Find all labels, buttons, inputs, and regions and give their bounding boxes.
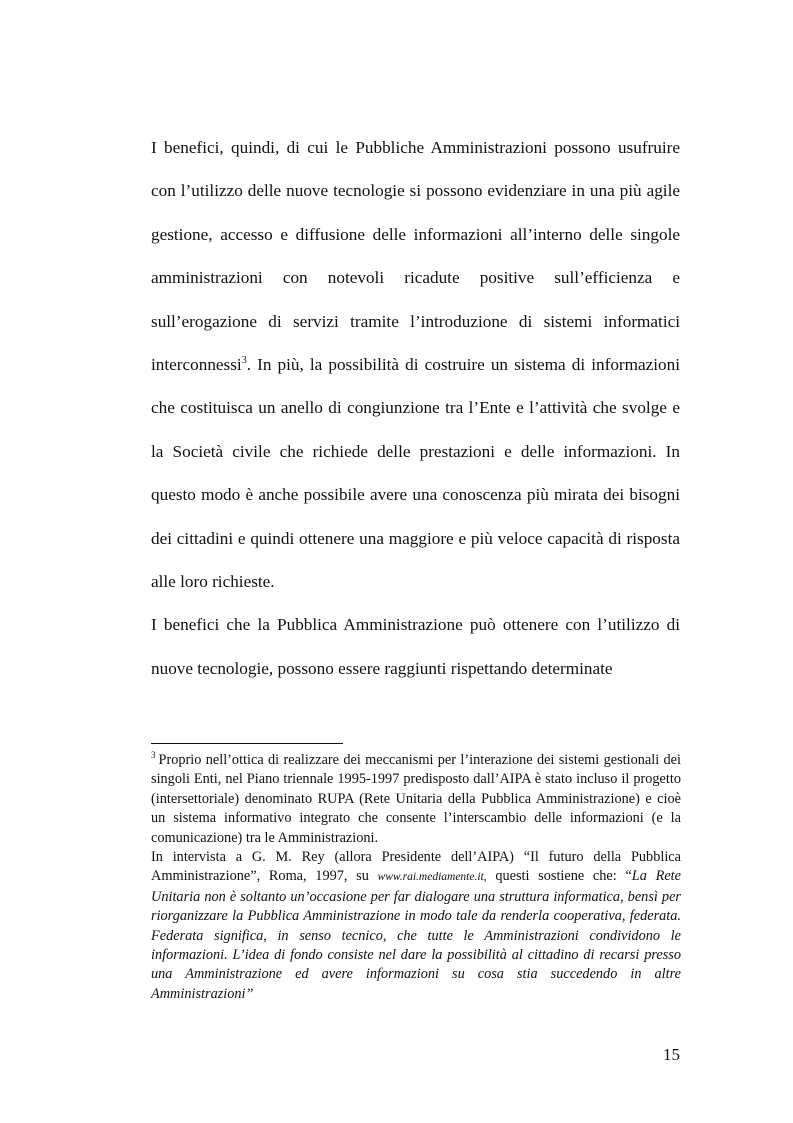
paragraph-1-text-a: I benefici, quindi, di cui le Pubbliche Amministrazioni possono usufruire con l’utilizzo delle nuove tecnologie si possono evidenziare in una più agile gestione, accesso e diffusione delle informazioni all’interno delle singole amministrazioni con notevoli ricadute positive sull’efficienza e sull’erogazione di servizi tramite l’introduzione di sistemi informatici interconnessi (151, 138, 680, 375)
footnote-reference[interactable]: 3 (241, 355, 247, 367)
footnote-text-1: Proprio nell’ottica di realizzare dei meccanismi per l’interazione dei sistemi gestionali dei singoli Enti, nel Piano triennale 1995-1997 predisposto dall’AIPA è stato incluso il progetto (intersettoriale) denominato RUPA (Rete Unitaria della Pubblica Amministrazione) e cioè un sistema informativo integrato che consente l’interscambio delle informazioni (e la comunicazione) tra le Amministrazioni. (151, 752, 681, 846)
footnote-text-2a: In intervista a G. M. Rey (allora Presidente dell’AIPA) “Il futuro della Pubblica Amministrazione”, Roma, 1997, su (151, 849, 681, 885)
footnote-text-2b: questi sostiene che: “ (486, 868, 632, 885)
page-number: 15 (663, 1045, 680, 1064)
paragraph-2: I benefici che la Pubblica Amministrazione può ottenere con l’utilizzo di nuove tecnologie, possono essere raggiunti rispettando determinate (151, 615, 680, 678)
body-text (151, 126, 680, 690)
paragraph-1 (151, 126, 680, 603)
footnote-marker: 3 (151, 750, 156, 760)
footnote-quote: La Rete Unitaria non è soltanto un’occasione per far dialogare una struttura informatica, bensì per riorganizzare la Pubblica Amministrazione in modo tale da renderla cooperativa, federata. Federata significa, in senso tecnico, che tutte le Amministrazioni condividono le informazioni. L’idea di fondo consiste nel dare la possibilità al cittadino di recarsi presso una Amministrazione ed avere informazioni su cosa stia succedendo in altre Amministrazioni” (151, 868, 681, 1002)
footnote-area (151, 751, 681, 1004)
footnote-separator (151, 743, 343, 744)
footnote-paragraph-1 (151, 751, 681, 848)
footnote-paragraph-2 (151, 848, 681, 1004)
paragraph-1-text-b: . In più, la possibilità di costruire un sistema di informazioni che costituisca un anello di congiunzione tra l’Ente e l’attività che svolge e la Società civile che richiede delle prestazioni e delle informazioni. In questo modo è anche possibile avere una conoscenza più mirata dei bisogni dei cittadini e quindi ottenere una maggiore e più veloce capacità di risposta alle loro richieste. (151, 355, 680, 592)
footnote-url[interactable]: www.rai.mediamente.it, (377, 871, 487, 884)
